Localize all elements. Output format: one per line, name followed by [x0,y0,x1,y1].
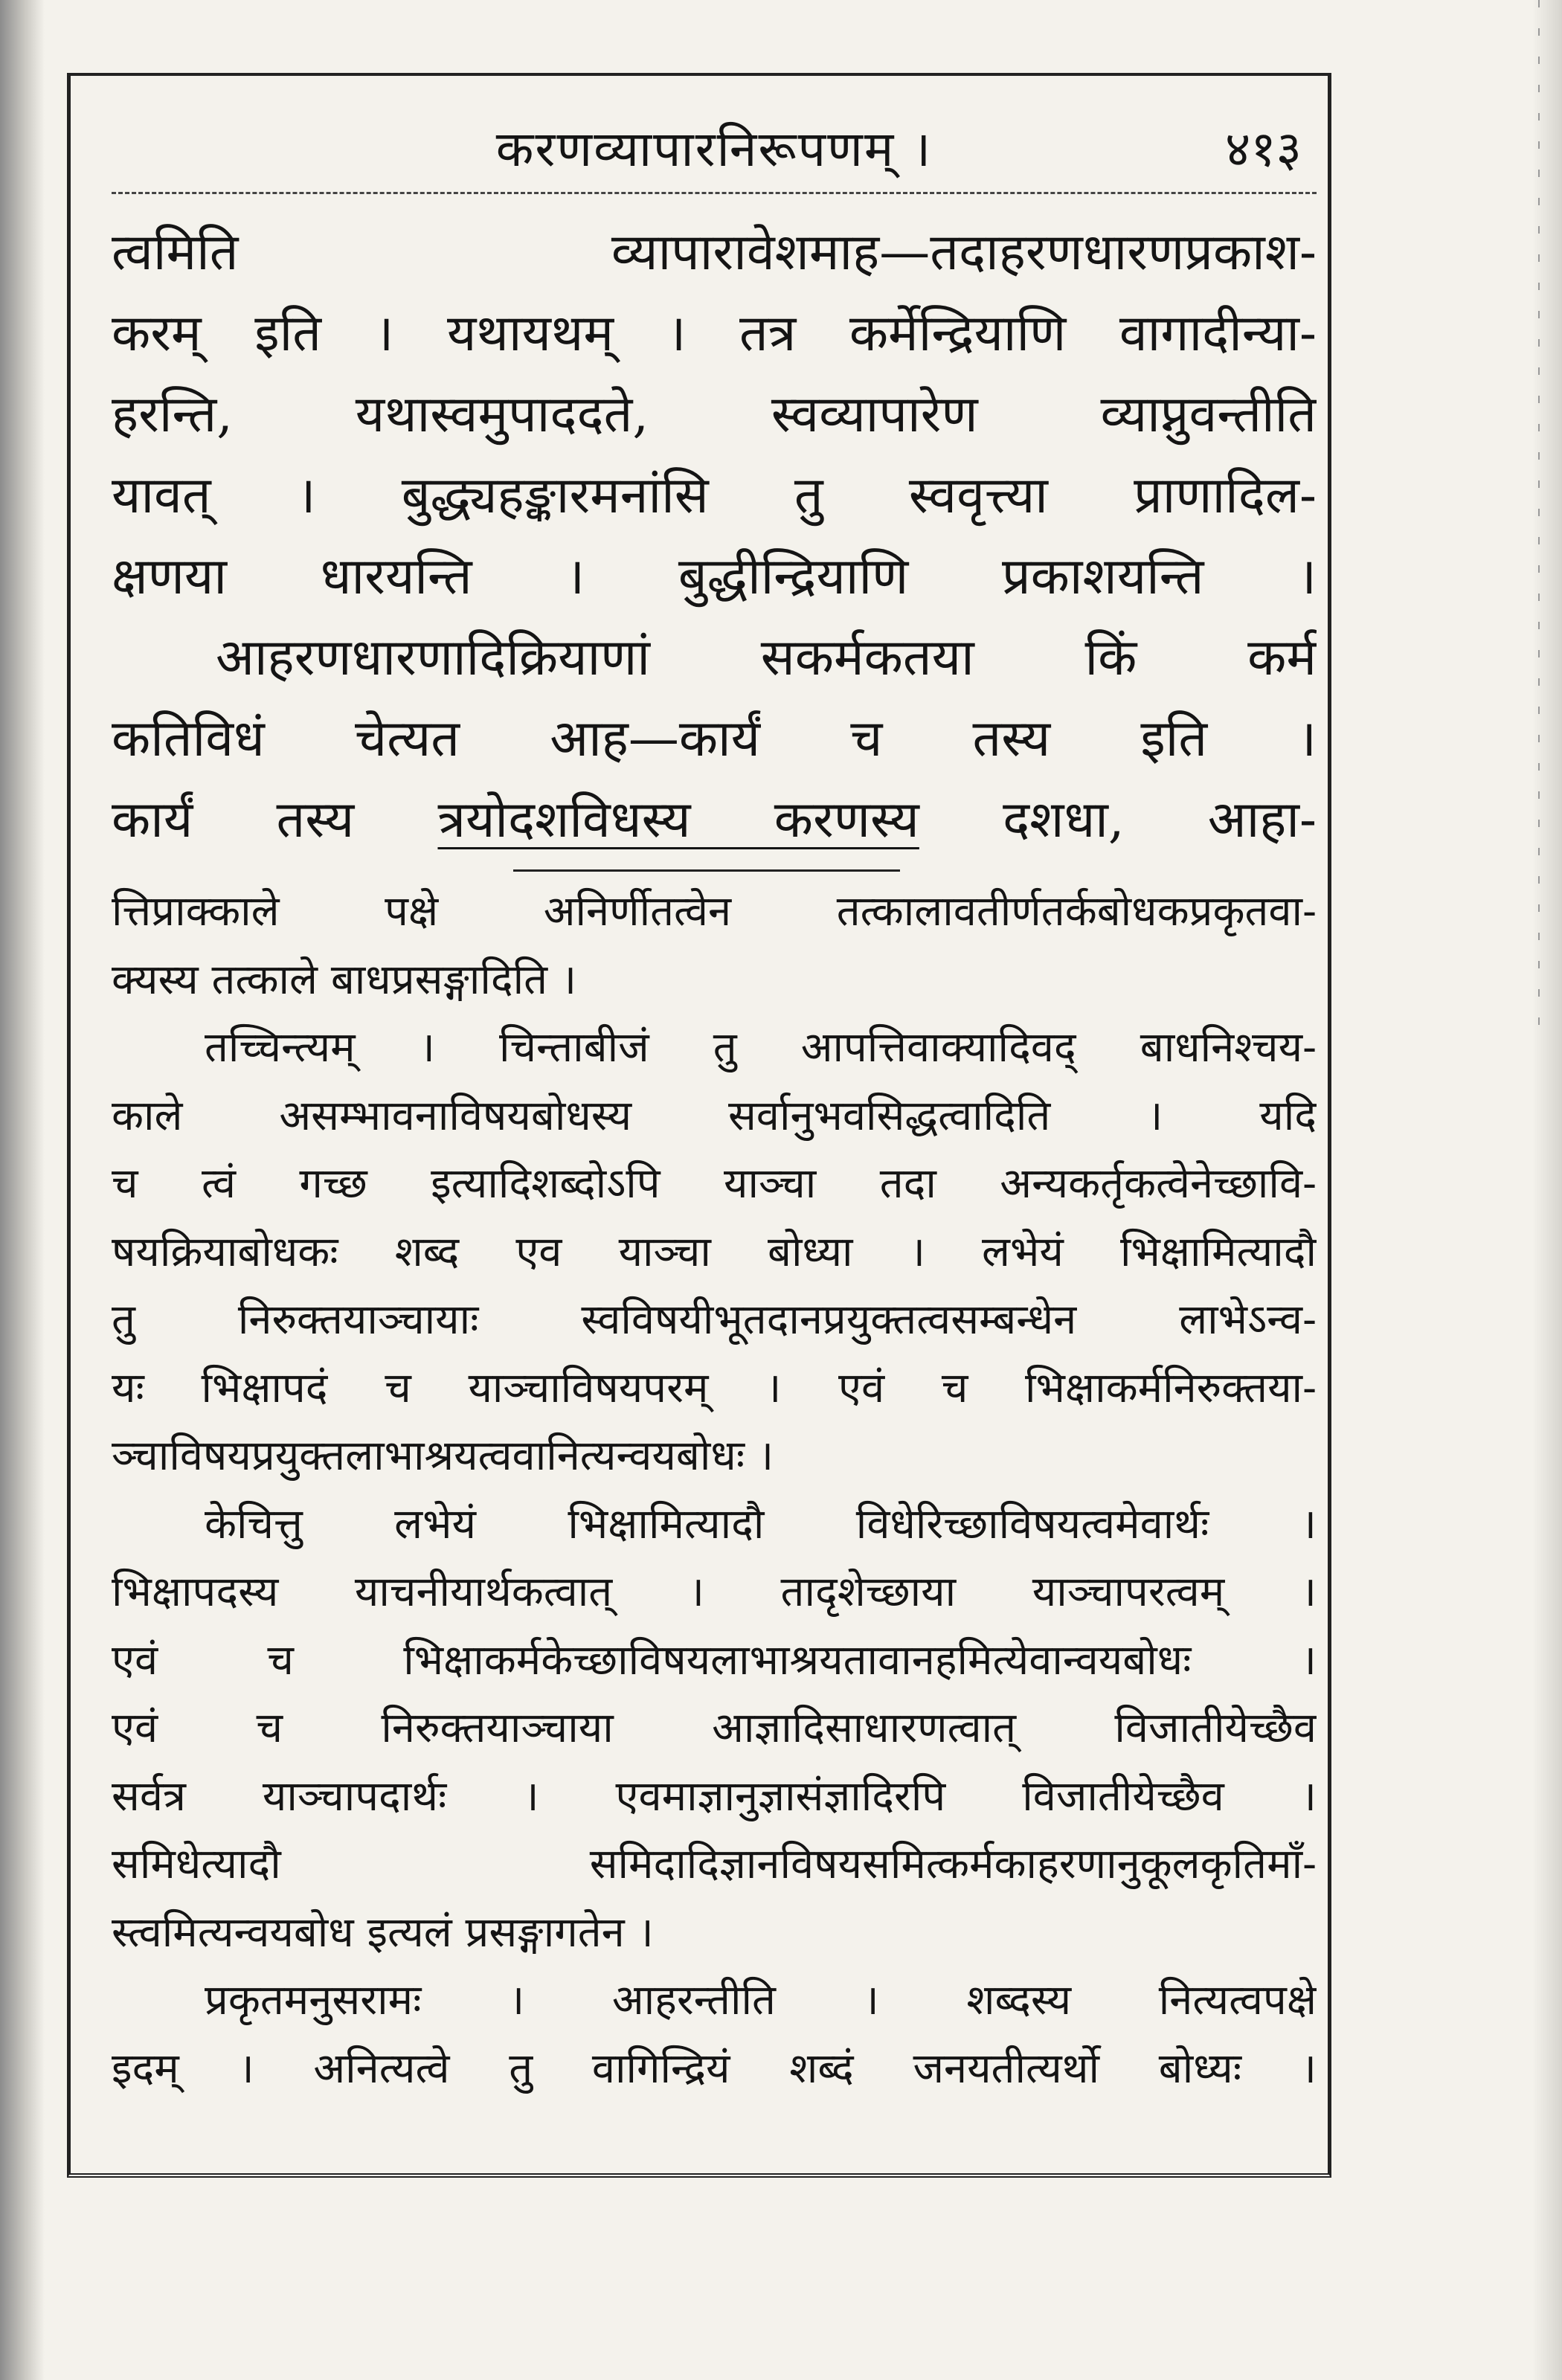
main-line: क्षणया धारयन्ति । बुद्धीन्द्रियाणि प्रकाशयन्ति । [112,547,1317,606]
footnote-line: च त्वं गच्छ इत्यादिशब्दोऽपि याञ्चा तदा अन्यकर्तृकत्वेनेच्छावि- [112,1160,1317,1208]
footnote-line: सर्वत्र याञ्चापदार्थः । एवमाज्ञानुज्ञासंज्ञादिरपि विजातीयेच्छैव । [112,1772,1317,1821]
main-text-segment: दशधा, आहा- [919,791,1317,849]
main-line: हरन्ति, यथास्वमुपाददते, स्वव्यापारेण व्याप्नुवन्तीति [112,385,1317,444]
main-line: कतिविधं चेत्यत आह—कार्यं च तस्य इति । [112,710,1317,768]
header-rule [112,192,1317,194]
footnote-line: ञ्चाविषयप्रयुक्तलाभाश्रयत्ववानित्यन्वयबोधः । [112,1432,774,1480]
footnote-line: क्यस्य तत्काले बाधप्रसङ्गादिति । [112,955,577,1004]
underlined-phrase: त्रयोदशविधस्य करणस्य [437,791,919,849]
footnote-line: केचित्तु लभेयं भिक्षामित्यादौ विधेरिच्छाविषयत्वमेवार्थः । [205,1499,1317,1548]
scan-edge-marks [1538,0,1540,1041]
footnote-line: भिक्षापदस्य याचनीयार्थकत्वात् । तादृशेच्छाया याञ्चापरत्वम् । [112,1568,1317,1616]
main-line: करम् इति । यथायथम् । तत्र कर्मेन्द्रियाणि वागादीन्या- [112,304,1317,363]
footnote-separator-rule [513,869,900,872]
footnote-line: यः भिक्षापदं च याञ्चाविषयपरम् । एवं च भिक्षाकर्मनिरुक्तया- [112,1363,1317,1412]
main-line: यावत् । बुद्ध्यहङ्कारमनांसि तु स्ववृत्त्या प्राणादिल- [112,466,1317,525]
main-line: आहरणधारणादिक्रियाणां सकर्मकतया किं कर्म [216,628,1317,687]
footnote-line: तु निरुक्तयाञ्चायाः स्वविषयीभूतदानप्रयुक्तत्वसम्बन्धेन लाभेऽन्व- [112,1296,1317,1344]
page-number: ४१३ [1225,120,1302,178]
scan-left-shadow [0,0,45,2380]
footnote-line: काले असम्भावनाविषयबोधस्य सर्वानुभवसिद्धत्वादिति । यदि [112,1091,1317,1140]
footnote-line: इदम् । अनित्यत्वे तु वागिन्द्रियं शब्दं जनयतीत्यर्थो बोध्यः । [112,2044,1317,2093]
footnote-line: एवं च निरुक्तयाञ्चाया आज्ञादिसाधारणत्वात् विजातीयेच्छैव [112,1704,1317,1752]
footnote-line: षयक्रियाबोधकः शब्द एव याञ्चा बोध्या । लभेयं भिक्षामित्यादौ [112,1227,1317,1276]
footnote-line: त्तिप्राक्काले पक्षे अनिर्णीतत्वेन तत्कालावतीर्णतर्कबोधकप्रकृतवा- [112,887,1317,936]
main-text-segment: कार्यं तस्य [112,791,438,849]
footnote-commentary [112,878,1317,2103]
main-line: त्वमिति व्यापारावेशमाह—तदाहरणधारणप्रकाश- [112,223,1317,282]
page-body [112,212,1317,2103]
main-line-with-underline [112,779,1317,861]
running-header [112,100,1317,190]
header-title: करणव्यापारनिरूपणम् । [495,120,933,178]
footnote-line: समिधेत्यादौ समिदादिज्ञानविषयसमित्कर्मकाहरणानुकूलकृतिमाँ- [112,1840,1317,1888]
footnote-line: तच्चिन्त्यम् । चिन्ताबीजं तु आपत्तिवाक्यादिवद् बाधनिश्चय- [205,1023,1317,1072]
scan-right-edge [1532,0,1562,2380]
footnote-line: एवं च भिक्षाकर्मकेच्छाविषयलाभाश्रयतावानहमित्येवान्वयबोधः । [112,1636,1317,1685]
footnote-line: स्त्वमित्यन्वयबोध इत्यलं प्रसङ्गागतेन । [112,1908,654,1957]
main-commentary [112,212,1317,861]
footnote-line: प्रकृतमनुसरामः । आहरन्तीति । शब्दस्य नित्यत्वपक्षे [205,1976,1317,2024]
